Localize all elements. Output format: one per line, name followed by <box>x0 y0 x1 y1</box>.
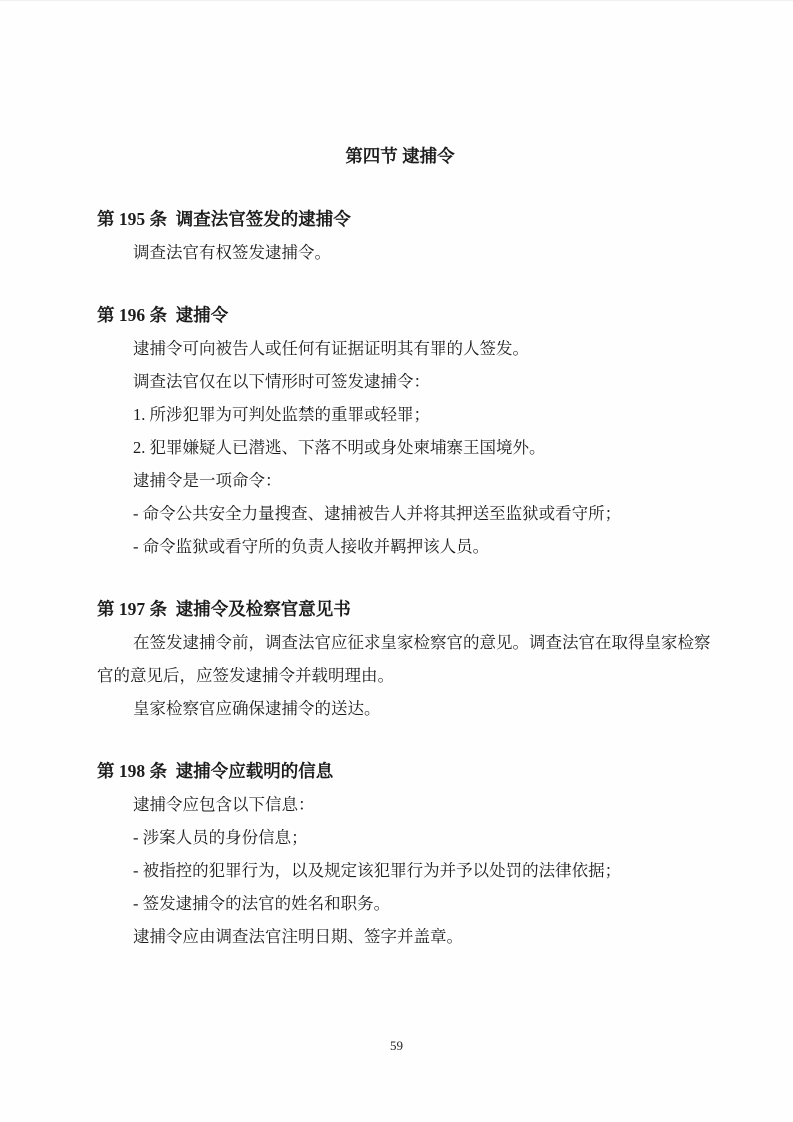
article-195 <box>97 203 703 269</box>
dash-item: - 涉案人员的身份信息； <box>133 828 308 847</box>
paragraph-line: 逮捕令可向被告人或任何有证据证明其有罪的人签发。 <box>133 339 529 358</box>
paragraph-line: 调查法官仅在以下情形时可签发逮捕令： <box>133 372 430 391</box>
dash-item: - 被指控的犯罪行为，以及规定该犯罪行为并予以处罚的法律依据； <box>133 861 622 880</box>
page-number: 59 <box>390 1038 403 1053</box>
numbered-item: 2. 犯罪嫌疑人已潜逃、下落不明或身处柬埔寨王国境外。 <box>133 438 546 457</box>
paragraph-line: 逮捕令应包含以下信息： <box>133 795 315 814</box>
paragraph-line: 逮捕令应由调查法官注明日期、签字并盖章。 <box>133 927 463 946</box>
article-196-heading: 第 196 条 逮捕令 <box>97 305 229 325</box>
article-195-heading: 第 195 条 调查法官签发的逮捕令 <box>97 209 351 229</box>
article-197 <box>97 593 711 725</box>
numbered-item: 1. 所涉犯罪为可判处监禁的重罪或轻罪； <box>133 405 430 424</box>
paragraph-line: 在签发逮捕令前，调查法官应征求皇家检察官的意见。调查法官在取得皇家检察 <box>133 633 711 652</box>
article-196 <box>97 299 703 563</box>
dash-item: - 命令监狱或看守所的负责人接收并羁押该人员。 <box>133 537 490 556</box>
paragraph-line: 调查法官有权签发逮捕令。 <box>133 243 331 262</box>
paragraph-line: 逮捕令是一项命令： <box>133 471 282 490</box>
paragraph-line: 皇家检察官应确保逮捕令的送达。 <box>133 699 381 718</box>
paragraph-wrap-line: 官的意见后，应签发逮捕令并载明理由。 <box>97 666 394 685</box>
article-198 <box>97 755 703 953</box>
section-title: 第四节 逮捕令 <box>345 146 455 166</box>
article-197-heading: 第 197 条 逮捕令及检察官意见书 <box>97 599 351 619</box>
document-content <box>97 140 711 953</box>
dash-item: - 签发逮捕令的法官的姓名和职务。 <box>133 894 391 913</box>
dash-item: - 命令公共安全力量搜查、逮捕被告人并将其押送至监狱或看守所； <box>133 504 622 523</box>
article-198-heading: 第 198 条 逮捕令应载明的信息 <box>97 761 334 781</box>
scan-edge-line <box>0 0 793 1</box>
